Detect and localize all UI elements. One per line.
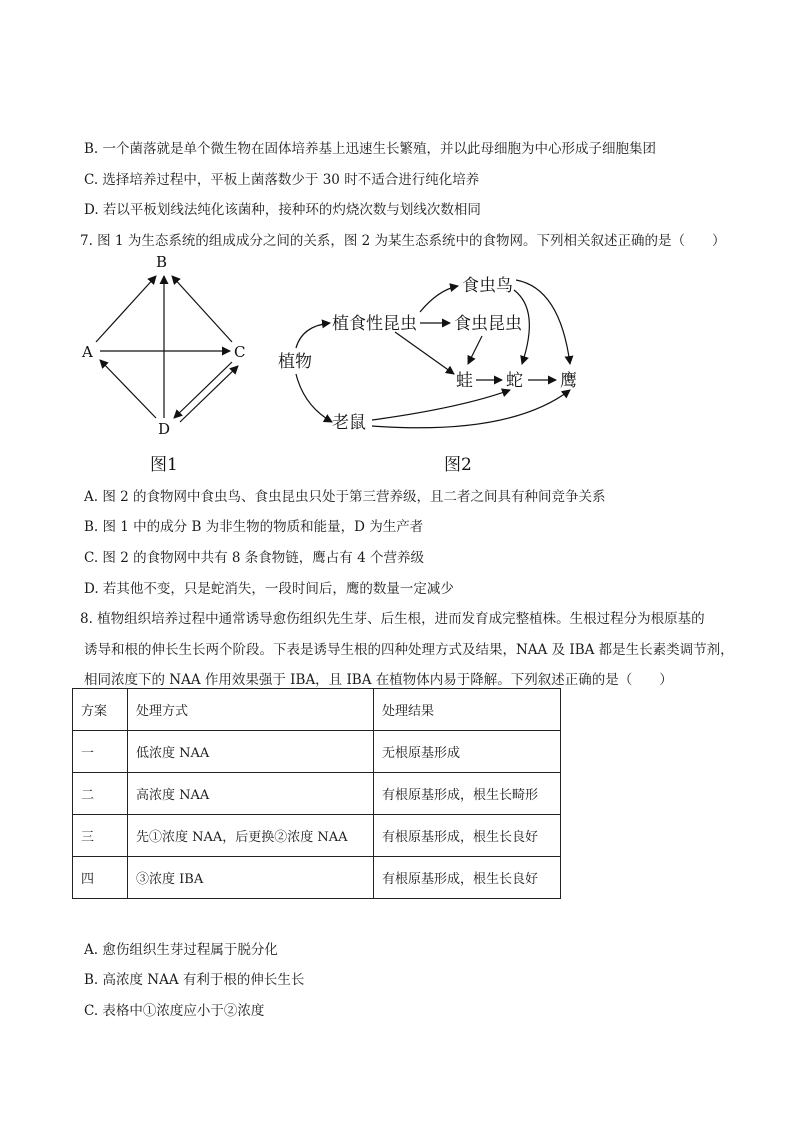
fig2-node-frog: 蛙 (456, 371, 473, 391)
fig2-node-mouse: 老鼠 (332, 413, 366, 433)
option-6b: B. 一个菌落就是单个微生物在固体培养基上迅速生长繁殖，并以此母细胞为中心形成子细胞集团 (84, 141, 657, 157)
fig2-caption: 图2 (444, 455, 472, 475)
fig2-node-plant: 植物 (278, 352, 312, 372)
figure-2 (278, 276, 577, 475)
fig2-node-herbivore-insect: 植食性昆虫 (332, 314, 417, 334)
table-cell: 有根原基形成，根生长畸形 (374, 773, 561, 815)
table-cell: 有根原基形成，根生长良好 (374, 857, 561, 899)
arrow-c-to-d (174, 362, 232, 418)
fig2-node-insectivorous-insect: 食虫昆虫 (454, 314, 522, 334)
option-8b: B. 高浓度 NAA 有利于根的伸长生长 (84, 972, 305, 988)
fig1-node-b: B (156, 253, 168, 271)
fig1-node-c: C (234, 343, 246, 361)
fig2-node-eagle: 鹰 (560, 371, 577, 391)
table-cell: 三 (73, 815, 128, 857)
arrow-d-to-a (100, 360, 156, 418)
fig2-node-insectivorous-bird: 食虫鸟 (462, 276, 513, 296)
arrow-plant-to-mouse (296, 374, 332, 422)
fig1-node-d: D (158, 420, 171, 438)
figure-1 (81, 253, 245, 475)
arrow-mouse-to-snake (372, 390, 510, 420)
table-cell: 高浓度 NAA (128, 773, 374, 815)
table-cell: 四 (73, 857, 128, 899)
question-8-stem-line-3: 相同浓度下的 NAA 作用效果强于 IBA，且 IBA 在植物体内易于降解。下列叙述正确的是（ ） (84, 672, 673, 688)
fig1-caption: 图1 (150, 455, 178, 475)
table-cell: 有根原基形成，根生长良好 (374, 815, 561, 857)
table-cell: 二 (73, 773, 128, 815)
table-cell: 一 (73, 731, 128, 773)
option-7d: D. 若其他不变，只是蛇消失，一段时间后，鹰的数量一定减少 (84, 581, 454, 597)
treatment-table (72, 688, 561, 899)
option-6d: D. 若以平板划线法纯化该菌种，接种环的灼烧次数与划线次数相同 (84, 202, 481, 218)
fig1-node-a: A (82, 343, 93, 361)
question-8-stem-line-2: 诱导和根的伸长生长两个阶段。下表是诱导生根的四种处理方式及结果，NAA 及 IBA 都是生长素类调节剂， (84, 642, 734, 658)
table-row (73, 857, 561, 899)
question-7-stem: 7. 图 1 为生态系统的组成成分之间的关系，图 2 为某生态系统中的食物网。下列相关叙述正确的是（ ） (80, 233, 726, 249)
table-header: 方案 (73, 689, 128, 731)
arrow-herbivore-to-bird (420, 286, 458, 312)
table-row (73, 731, 561, 773)
figures-q7 (70, 250, 710, 480)
table-header-row (73, 689, 561, 731)
arrow-d-to-c (180, 366, 238, 422)
arrow-mouse-to-eagle (372, 390, 570, 428)
arrow-insect-to-frog (468, 336, 482, 364)
fig2-node-snake: 蛇 (506, 371, 523, 391)
arrow-herbivore-to-frog (395, 332, 454, 374)
table-row (73, 773, 561, 815)
option-8a: A. 愈伤组织生芽过程属于脱分化 (84, 942, 278, 958)
table-cell: 先①浓度 NAA，后更换②浓度 NAA (128, 815, 374, 857)
option-8c: C. 表格中①浓度应小于②浓度 (84, 1003, 265, 1019)
option-7b: B. 图 1 中的成分 B 为非生物的物质和能量，D 为生产者 (84, 519, 424, 535)
table-header: 处理结果 (374, 689, 561, 731)
option-7c: C. 图 2 的食物网中共有 8 条食物链，鹰占有 4 个营养级 (84, 550, 424, 566)
arrow-c-to-b (172, 276, 232, 342)
question-8-stem-line-1: 8. 植物组织培养过程中通常诱导愈伤组织先生芽、后生根，进而发育成完整植株。生根过程分为根原基的 (80, 611, 705, 627)
table-cell: 无根原基形成 (374, 731, 561, 773)
option-6c: C. 选择培养过程中，平板上菌落数少于 30 时不适合进行纯化培养 (84, 172, 480, 188)
arrow-plant-to-herbivore (296, 323, 330, 348)
table-cell: ③浓度 IBA (128, 857, 374, 899)
arrow-a-to-b (96, 276, 156, 342)
arrow-bird-to-eagle (516, 280, 570, 364)
table-cell: 低浓度 NAA (128, 731, 374, 773)
table-header: 处理方式 (128, 689, 374, 731)
table-row (73, 815, 561, 857)
option-7a: A. 图 2 的食物网中食虫鸟、食虫昆虫只处于第三营养级，且二者之间具有种间竞争关系 (84, 489, 606, 505)
